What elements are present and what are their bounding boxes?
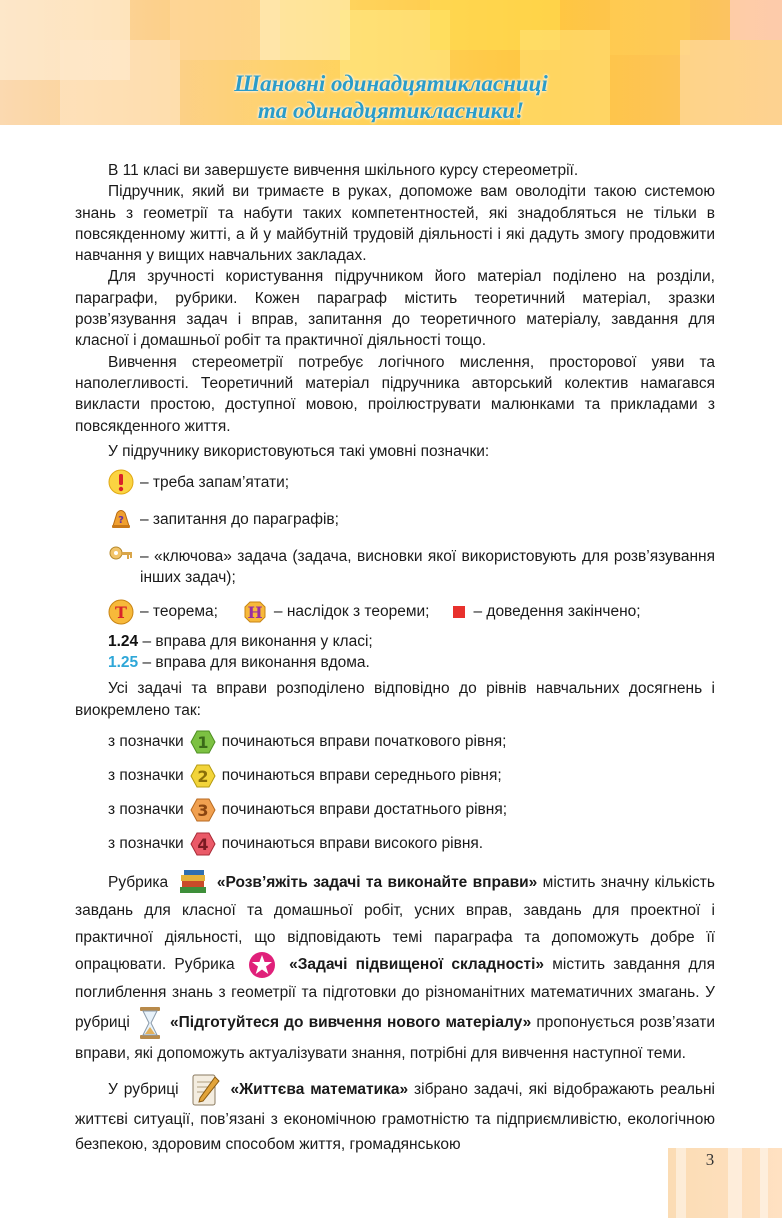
books-icon: [178, 869, 208, 897]
level-4-text: починаються вправи високого рівня.: [221, 835, 484, 853]
level-2-icon: [190, 763, 216, 789]
legend-intro: У підручнику використовуються такі умовні позначки:: [108, 442, 490, 460]
legend-theorem-text: – теорема;: [140, 603, 218, 621]
levels-intro: Усі задачі та вправи розподілено відповідно до рівнів навчальних досягнень і виокремлено так:: [75, 680, 715, 719]
legend-corollary-text: – наслідок з теореми;: [273, 603, 430, 621]
exercise-home-text: – вправа для виконання вдома.: [142, 654, 370, 672]
legend-remember: [108, 472, 715, 495]
exercise-class-text: – вправа для виконання у класі;: [142, 632, 373, 650]
page-number: 3: [705, 1150, 715, 1169]
level-4-icon: [190, 831, 216, 857]
level-3-text: починаються вправи достатнього рівня;: [221, 801, 508, 819]
level-2-number: 2: [197, 766, 209, 786]
hourglass-icon: [139, 1006, 161, 1040]
intro-paragraph-1: В 11 класі ви завершуєте вивчення шкільного курсу стереометрії.: [108, 162, 579, 179]
theorem-icon: [108, 599, 134, 625]
svg-text:T: T: [115, 602, 127, 622]
level-prefix: з позначки: [108, 733, 184, 751]
exercise-home-line: [108, 652, 715, 673]
level-3-number: 3: [197, 800, 209, 820]
page-number-box: [668, 1148, 782, 1218]
legend-key-task-text: – «ключова» задача (задача, висновки якої використовують для розв’язування інших задач);: [140, 548, 715, 587]
legend-remember-text: – треба запам’ятати;: [140, 474, 290, 492]
rubric-a-prefix: Рубрика: [108, 874, 169, 892]
level-2-text: починаються вправи середнього рівня;: [221, 767, 502, 785]
level-row-1: [108, 729, 715, 755]
life-math-paragraph: [75, 1073, 715, 1157]
corollary-icon: [242, 599, 268, 625]
legend-theorem-row: [108, 599, 715, 625]
key-icon: [108, 543, 134, 569]
rubric-a-text: містить значну кількість завдань для класної та домашньої робіт, усних вправ, завдань для проектної і практичної діяльності, що відповідають темі параграфа та допоможуть добре її опрацювати. Рубрика: [75, 874, 715, 974]
svg-text:Н: Н: [247, 602, 263, 622]
rubric-d-title: «Життєва математика»: [230, 1081, 409, 1099]
bell-question-icon: [108, 506, 134, 532]
title-line-2: та одинадцятикласники!: [257, 98, 525, 123]
level-row-3: [108, 797, 715, 823]
proof-end-square-icon: [453, 606, 465, 618]
rubric-a-title: «Розв’яжіть задачі та виконайте вправи»: [216, 874, 538, 892]
level-row-2: [108, 763, 715, 789]
level-4-number: 4: [197, 834, 209, 854]
exercise-home-number: 1.25: [108, 654, 139, 672]
exclamation-icon: [108, 469, 134, 495]
notebook-pencil-icon: [189, 1073, 221, 1107]
page-header: [0, 0, 782, 125]
rubric-d-prefix: У рубриці: [108, 1081, 179, 1099]
level-1-icon: [190, 729, 216, 755]
level-row-4: [108, 831, 715, 857]
intro-paragraph-2: Підручник, який ви тримаєте в руках, допоможе вам оволодіти такою системою знань з геометрії та набути таких компетентностей, які знадобляться не тільки в повсякденному житті, а й у майбутній трудовій діяльності і які дадуть змогу продовжити навчання у вищих навчальних закладах.: [75, 183, 715, 265]
level-prefix: з позначки: [108, 835, 184, 853]
rubric-d-text: зібрано задачі, які відображають реальні життєві ситуації, пов’язані з економічною грамотністю та підприємливістю, екологічною безпекою, здоровим способом життя, громадянською: [75, 1081, 715, 1153]
svg-text:?: ?: [118, 515, 124, 527]
legend-proof-end-text: – доведення закінчено;: [473, 603, 641, 621]
level-prefix: з позначки: [108, 801, 184, 819]
rubric-c-text: пропонується розв’язати вправи, які допоможуть актуалізувати знання, потрібні для вивчення наступної теми.: [75, 1014, 715, 1062]
main-content: [75, 160, 715, 1157]
rubric-c-title: «Підготуйтеся до вивчення нового матеріалу»: [170, 1014, 532, 1032]
page-title: [0, 70, 782, 124]
level-3-icon: [190, 797, 216, 823]
legend-questions-text: – запитання до параграфів;: [140, 511, 339, 529]
exercise-class-line: [108, 631, 715, 652]
legend-key-task: [108, 546, 715, 589]
intro-paragraph-3: Для зручності користування підручником його матеріал поділено на розділи, параграфи, рубрики. Кожен параграф містить теоретичний матеріал, зразки розв’язування задач і вправ, запитання до теоретичного матеріалу, завдання для класної і домашньої робіт та практичної діяльності тощо.: [75, 268, 715, 350]
legend-questions: [108, 509, 715, 532]
level-1-number: 1: [197, 732, 209, 752]
level-prefix: з позначки: [108, 767, 184, 785]
rubric-b-text: містить завдання для поглиблення знань з геометрії та підготовки до різноманітних математичних змагань. У рубриці: [75, 956, 715, 1032]
title-line-1: Шановні одинадцятикласниці: [234, 71, 548, 96]
level-1-text: починаються вправи початкового рівня;: [221, 733, 507, 751]
exercise-class-number: 1.24: [108, 632, 139, 650]
rubric-b-title: «Задачі підвищеної складності»: [289, 956, 544, 974]
intro-paragraph-4: Вивчення стереометрії потребує логічного мислення, просторової уяви та наполегливості. Теоретичний матеріал підручника авторський колектив намагався викласти простою, доступної мовою, проілюструвати малюнками та прикладами з повсякденного життя.: [75, 353, 715, 435]
rubrics-paragraph: [75, 869, 715, 1067]
star-icon: [247, 951, 277, 979]
